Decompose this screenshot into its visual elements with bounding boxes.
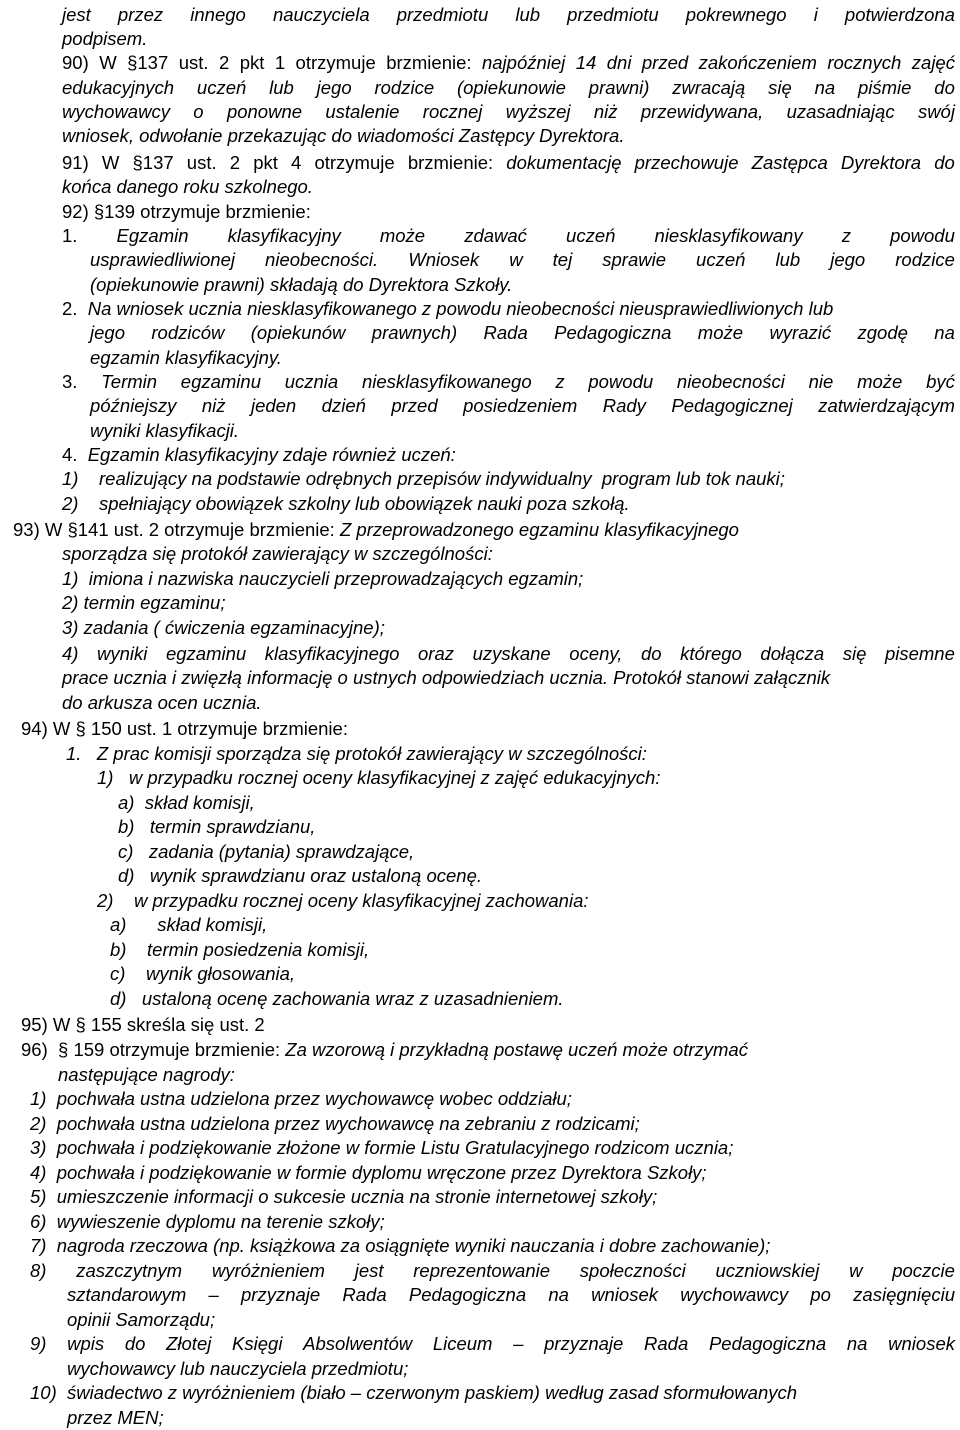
word: przechowuje (634, 152, 739, 173)
document-line (62, 467, 785, 491)
document-line (30, 1136, 733, 1160)
word: jest (354, 1260, 384, 1281)
word: o (193, 101, 204, 122)
word: ustalenie (325, 101, 400, 122)
document-line (118, 840, 414, 864)
word: jego (316, 77, 352, 98)
word: uczeń (566, 225, 616, 246)
word: 91) (62, 152, 89, 173)
word: do (934, 152, 955, 173)
word: może (697, 322, 744, 343)
document-line (30, 1332, 955, 1356)
word: pisemne (884, 643, 955, 664)
word: wniosek (591, 1284, 658, 1305)
document-line (62, 616, 385, 640)
word: 8) (30, 1260, 47, 1281)
text-segment: b) termin sprawdzianu, (118, 816, 316, 837)
word: Rady (602, 395, 646, 416)
word: dzień (321, 395, 366, 416)
word: nieobecności. (265, 249, 379, 270)
word: Rada (342, 1284, 387, 1305)
document-line (62, 76, 955, 100)
word: zatwierdzającym (818, 395, 955, 416)
word: zdawać (464, 225, 527, 246)
word: przed (641, 52, 689, 73)
word: późniejszy (90, 395, 177, 416)
word: rodzice (374, 77, 435, 98)
text-segment: do arkusza ocen ucznia. (62, 692, 262, 713)
text-segment: c) wynik głosowania, (110, 963, 296, 984)
word: uczniowskiej (715, 1260, 820, 1281)
document-line (62, 642, 955, 666)
word: (opiekunów (250, 322, 346, 343)
word: jego (90, 322, 125, 343)
word: nie (808, 371, 834, 392)
word: Rada (644, 1333, 689, 1354)
word: wychowawcy (62, 101, 170, 122)
word: (opiekunowie (456, 77, 566, 98)
document-line (62, 567, 583, 591)
word: pkt (239, 52, 265, 73)
word: Rada (483, 322, 528, 343)
word: zgodę (857, 322, 908, 343)
document-line (67, 1283, 955, 1307)
document-line (62, 297, 833, 321)
word: Termin (101, 371, 158, 392)
text-segment: b) termin posiedzenia komisji, (110, 939, 370, 960)
word: brzmienie: (407, 152, 494, 173)
text-segment: przez MEN; (67, 1407, 164, 1428)
text-segment: 10) świadectwo z wyróżnieniem (biało – czerwonym paskiem) według zasad sformułowanych (30, 1382, 798, 1403)
text-segment: 7) nagroda rzeczowa (np. książkowa za osiągnięte wyniki nauczania i dobre zachowanie); (30, 1235, 771, 1256)
word: reprezentowanie (413, 1260, 551, 1281)
word: uczeń (696, 249, 746, 270)
word: zasięgnięciu (853, 1284, 955, 1305)
document-line (118, 864, 482, 888)
word: po (810, 1284, 831, 1305)
word: rodziców (151, 322, 225, 343)
word: nieobecności (676, 371, 785, 392)
word: 14 (575, 52, 597, 73)
word: najpóźniej (481, 52, 566, 73)
text-segment: 93) W §141 ust. 2 otrzymuje brzmienie: (13, 519, 340, 540)
word: pokrewnego (685, 4, 787, 25)
word: przyznaje (544, 1333, 624, 1354)
word: rocznych (827, 52, 902, 73)
word: egzaminu (165, 643, 247, 664)
word: rocznej (422, 101, 483, 122)
document-line (62, 370, 955, 394)
word: oceny, (569, 643, 623, 664)
document-line (62, 666, 830, 690)
text-segment: podpisem. (62, 28, 148, 49)
word: W (101, 152, 120, 173)
word: poczcie (892, 1260, 955, 1281)
word: społeczności (579, 1260, 686, 1281)
text-segment: Egzamin klasyfikacyjny zdaje również uczeń: (87, 444, 456, 465)
word: dokumentację (506, 152, 622, 173)
word: przewidywana, (640, 101, 764, 122)
document-line (90, 394, 955, 418)
document-line (62, 3, 955, 27)
document-line (62, 591, 225, 615)
word: niesklasyfikowany (654, 225, 803, 246)
word: jest (62, 4, 91, 25)
text-segment: 1) pochwała ustna udzielona przez wychowawcę wobec oddziału; (30, 1088, 572, 1109)
word: w (509, 249, 523, 270)
word: brzmienie: (386, 52, 472, 73)
document-line (62, 492, 630, 516)
text-segment: 2) spełniający obowiązek szkolny lub obowiązek nauki poza szkołą. (62, 493, 630, 514)
word: oraz (418, 643, 454, 664)
word: przedmiotu (396, 4, 489, 25)
word: ust. (186, 152, 217, 173)
word: swój (917, 101, 955, 122)
text-segment: 2. (62, 298, 88, 319)
word: niesklasyfikowanego (361, 371, 532, 392)
word: 90) (62, 52, 89, 73)
document-line (58, 1063, 235, 1087)
document-line (90, 321, 955, 345)
word: §137 (132, 152, 174, 173)
word: wyższej (505, 101, 571, 122)
word: zajęć (911, 52, 955, 73)
document-line (110, 913, 267, 937)
word: z (555, 371, 565, 392)
word: wyrazić (769, 322, 832, 343)
word: jeden (250, 395, 297, 416)
word: zakończeniem (698, 52, 817, 73)
word: przedmiotu (567, 4, 659, 25)
word: egzaminu (180, 371, 261, 392)
word: przez (117, 4, 164, 25)
text-segment: wniosek, odwołanie przekazując do wiadomości Zastępcy Dyrektora. (62, 125, 625, 146)
word: innego (190, 4, 246, 25)
text-segment: końca danego roku szkolnego. (62, 176, 313, 197)
text-segment: Na wniosek ucznia niesklasyfikowanego z powodu nieobecności nieusprawiedliwionych lub (87, 298, 834, 319)
text-segment: prace ucznia i zwięzłą informację o ustnych odpowiedziach ucznia. Protokół stanowi załącznik (62, 667, 831, 688)
word: 1. (62, 225, 78, 246)
word: dni (606, 52, 632, 73)
word: lub (269, 77, 294, 98)
document-line (67, 1357, 408, 1381)
word: powodu (588, 371, 654, 392)
word: klasyfikacyjnego (264, 643, 400, 664)
word: lub (515, 4, 541, 25)
text-segment: 5) umieszczenie informacji o sukcesie ucznia na stronie internetowej szkoły; (30, 1186, 658, 1207)
word: posiedzeniem (463, 395, 578, 416)
word: niż (201, 395, 226, 416)
word: niż (593, 101, 618, 122)
word: do (124, 1333, 146, 1354)
document-line (110, 987, 564, 1011)
word: i (813, 4, 818, 25)
word: potwierdzona (844, 4, 955, 25)
text-segment: 2) termin egzaminu; (62, 592, 226, 613)
word: Egzamin (116, 225, 189, 246)
word: sprawie (602, 249, 666, 270)
word: Liceum (432, 1333, 493, 1354)
text-segment: 2) w przypadku rocznej oceny klasyfikacyjnej zachowania: (97, 890, 589, 911)
document-line (30, 1381, 797, 1405)
word: otrzymuje (314, 152, 395, 173)
word: uczeń (196, 77, 247, 98)
document-line (62, 691, 262, 715)
word: Księgi (232, 1333, 283, 1354)
text-segment: Za wzorową i przykładną postawę uczeń może otrzymać (285, 1039, 748, 1060)
word: piśmie (858, 77, 912, 98)
word: powodu (890, 225, 955, 246)
word: z (841, 225, 851, 246)
word: ucznia (284, 371, 339, 392)
word: wniosek (888, 1333, 955, 1354)
document-line (62, 151, 955, 175)
text-segment: 3) zadania ( ćwiczenia egzaminacyjne); (62, 617, 385, 638)
word: 2 (218, 52, 230, 73)
text-segment: c) zadania (pytania) sprawdzające, (118, 841, 415, 862)
word: zaszczytnym (76, 1260, 183, 1281)
word: 2 (229, 152, 241, 173)
document-line (110, 962, 295, 986)
word: dołącza (760, 643, 825, 664)
text-segment: sporządza się protokół zawierający w szczególności: (62, 543, 493, 564)
word: Wniosek (408, 249, 480, 270)
text-segment: 94) W § 150 ust. 1 otrzymuje brzmienie: (21, 718, 348, 739)
text-segment: następujące nagrody: (58, 1064, 235, 1085)
document-line (62, 51, 955, 75)
word: Dyrektora (840, 152, 922, 173)
text-segment: d) wynik sprawdzianu oraz ustaloną ocenę. (118, 865, 483, 886)
word: wyniki (97, 643, 148, 664)
text-segment: 4) pochwała i podziękowanie w formie dyplomu wręczone przez Dyrektora Szkoły; (30, 1162, 707, 1183)
text-segment: (opiekunowie prawni) składają do Dyrektora Szkoły. (90, 274, 513, 295)
word: zwracają (672, 77, 746, 98)
word: Absolwentów (303, 1333, 413, 1354)
word: przed (391, 395, 438, 416)
word: jego (830, 249, 866, 270)
document-line (97, 766, 660, 790)
text-segment: a) skład komisji, (110, 914, 268, 935)
word: wychowawcy (680, 1284, 789, 1305)
document-line (62, 224, 955, 248)
word: się (842, 643, 867, 664)
text-segment: 2) pochwała ustna udzielona przez wychowawcę na zebraniu z rodzicami; (30, 1113, 640, 1134)
document-line (30, 1161, 707, 1185)
document-line (62, 200, 311, 224)
document-line (13, 518, 739, 542)
word: Pedagogicznej (671, 395, 793, 416)
text-segment: wychowawcy lub nauczyciela przedmiotu; (67, 1358, 409, 1379)
word: na (934, 322, 955, 343)
word: do (640, 643, 662, 664)
word: klasyfikacyjny (227, 225, 341, 246)
document-line (21, 1038, 748, 1062)
document-line (62, 175, 313, 199)
word: którego (680, 643, 742, 664)
word: Pedagogiczna (554, 322, 672, 343)
word: Zastępca (751, 152, 828, 173)
document-line (66, 742, 647, 766)
document-line (62, 100, 955, 124)
text-segment: 95) W § 155 skreśla się ust. 2 (21, 1014, 265, 1035)
document-line (90, 273, 512, 297)
word: 3. (62, 371, 78, 392)
document-line (30, 1112, 640, 1136)
word: prawnych) (371, 322, 458, 343)
word: ust. (178, 52, 209, 73)
document-line (21, 1013, 265, 1037)
word: pkt (253, 152, 278, 173)
document-line (90, 419, 239, 443)
text-segment: d) ustaloną ocenę zachowania wraz z uzasadnieniem. (110, 988, 564, 1009)
text-segment: a) skład komisji, (118, 792, 255, 813)
document-line (30, 1185, 657, 1209)
document-line (118, 791, 255, 815)
text-segment: 1. Z prac komisji sporządza się protokół zawierający w szczególności: (66, 743, 647, 764)
text-segment: 92) §139 otrzymuje brzmienie: (62, 201, 311, 222)
document-line (62, 542, 493, 566)
word: otrzymuje (295, 52, 376, 73)
word: Złotej (166, 1333, 212, 1354)
word: na (548, 1284, 569, 1305)
word: lub (775, 249, 801, 270)
word: 4) (62, 643, 79, 664)
word: się (768, 77, 792, 98)
text-segment: 4. (62, 444, 88, 465)
word: uzyskane (472, 643, 551, 664)
word: może (379, 225, 426, 246)
document-line (30, 1087, 572, 1111)
text-segment: egzamin klasyfikacyjny. (90, 347, 282, 368)
word: Pedagogiczna (708, 1333, 827, 1354)
word: 9) (30, 1333, 47, 1354)
word: na (846, 1333, 868, 1354)
text-segment: 1) imiona i nazwiska nauczycieli przeprowadzających egzamin; (62, 568, 584, 589)
word: usprawiedliwionej (90, 249, 235, 270)
word: tej (552, 249, 573, 270)
word: – (208, 1284, 219, 1305)
document-line (67, 1308, 215, 1332)
text-segment: opinii Samorządu; (67, 1309, 216, 1330)
word: 4 (291, 152, 302, 173)
word: prawni) (588, 77, 650, 98)
word: być (926, 371, 955, 392)
document-line (62, 27, 147, 51)
word: ponowne (226, 101, 303, 122)
text-segment: 3) pochwała i podziękowanie złożone w formie Listu Gratulacyjnego rodzicom ucznia; (30, 1137, 734, 1158)
word: Pedagogiczna (408, 1284, 527, 1305)
text-segment: Z przeprowadzonego egzaminu klasyfikacyjnego (339, 519, 739, 540)
word: rodzice (895, 249, 955, 270)
document-line (90, 346, 282, 370)
word: może (857, 371, 903, 392)
document-line (62, 124, 624, 148)
document-line (67, 1406, 164, 1430)
text-segment: 6) wywieszenie dyplomu na terenie szkoły; (30, 1211, 385, 1232)
word: uzasadniając (786, 101, 895, 122)
document-line (30, 1210, 385, 1234)
document-line (30, 1259, 955, 1283)
word: wpis (67, 1333, 105, 1354)
text-segment: 1) w przypadku rocznej oceny klasyfikacyjnej z zajęć edukacyjnych: (97, 767, 661, 788)
word: W (99, 52, 117, 73)
text-segment: 1) realizujący na podstawie odrębnych przepisów indywidualny program lub tok nauki; (62, 468, 785, 489)
word: edukacyjnych (62, 77, 175, 98)
document-line (118, 815, 315, 839)
word: wyróżnieniem (211, 1260, 325, 1281)
text-segment: wyniki klasyfikacji. (90, 420, 240, 441)
document-line (62, 443, 456, 467)
word: nauczyciela (272, 4, 370, 25)
document-line (30, 1234, 770, 1258)
document-line (90, 248, 955, 272)
document-line (21, 717, 348, 741)
word: – (513, 1333, 524, 1354)
word: przyznaje (241, 1284, 321, 1305)
document-line (97, 889, 589, 913)
document-line (110, 938, 369, 962)
word: sztandarowym (67, 1284, 187, 1305)
word: §137 (127, 52, 169, 73)
word: do (934, 77, 955, 98)
word: 1 (274, 52, 286, 73)
text-segment: 96) § 159 otrzymuje brzmienie: (21, 1039, 286, 1060)
word: na (814, 77, 836, 98)
word: w (849, 1260, 863, 1281)
